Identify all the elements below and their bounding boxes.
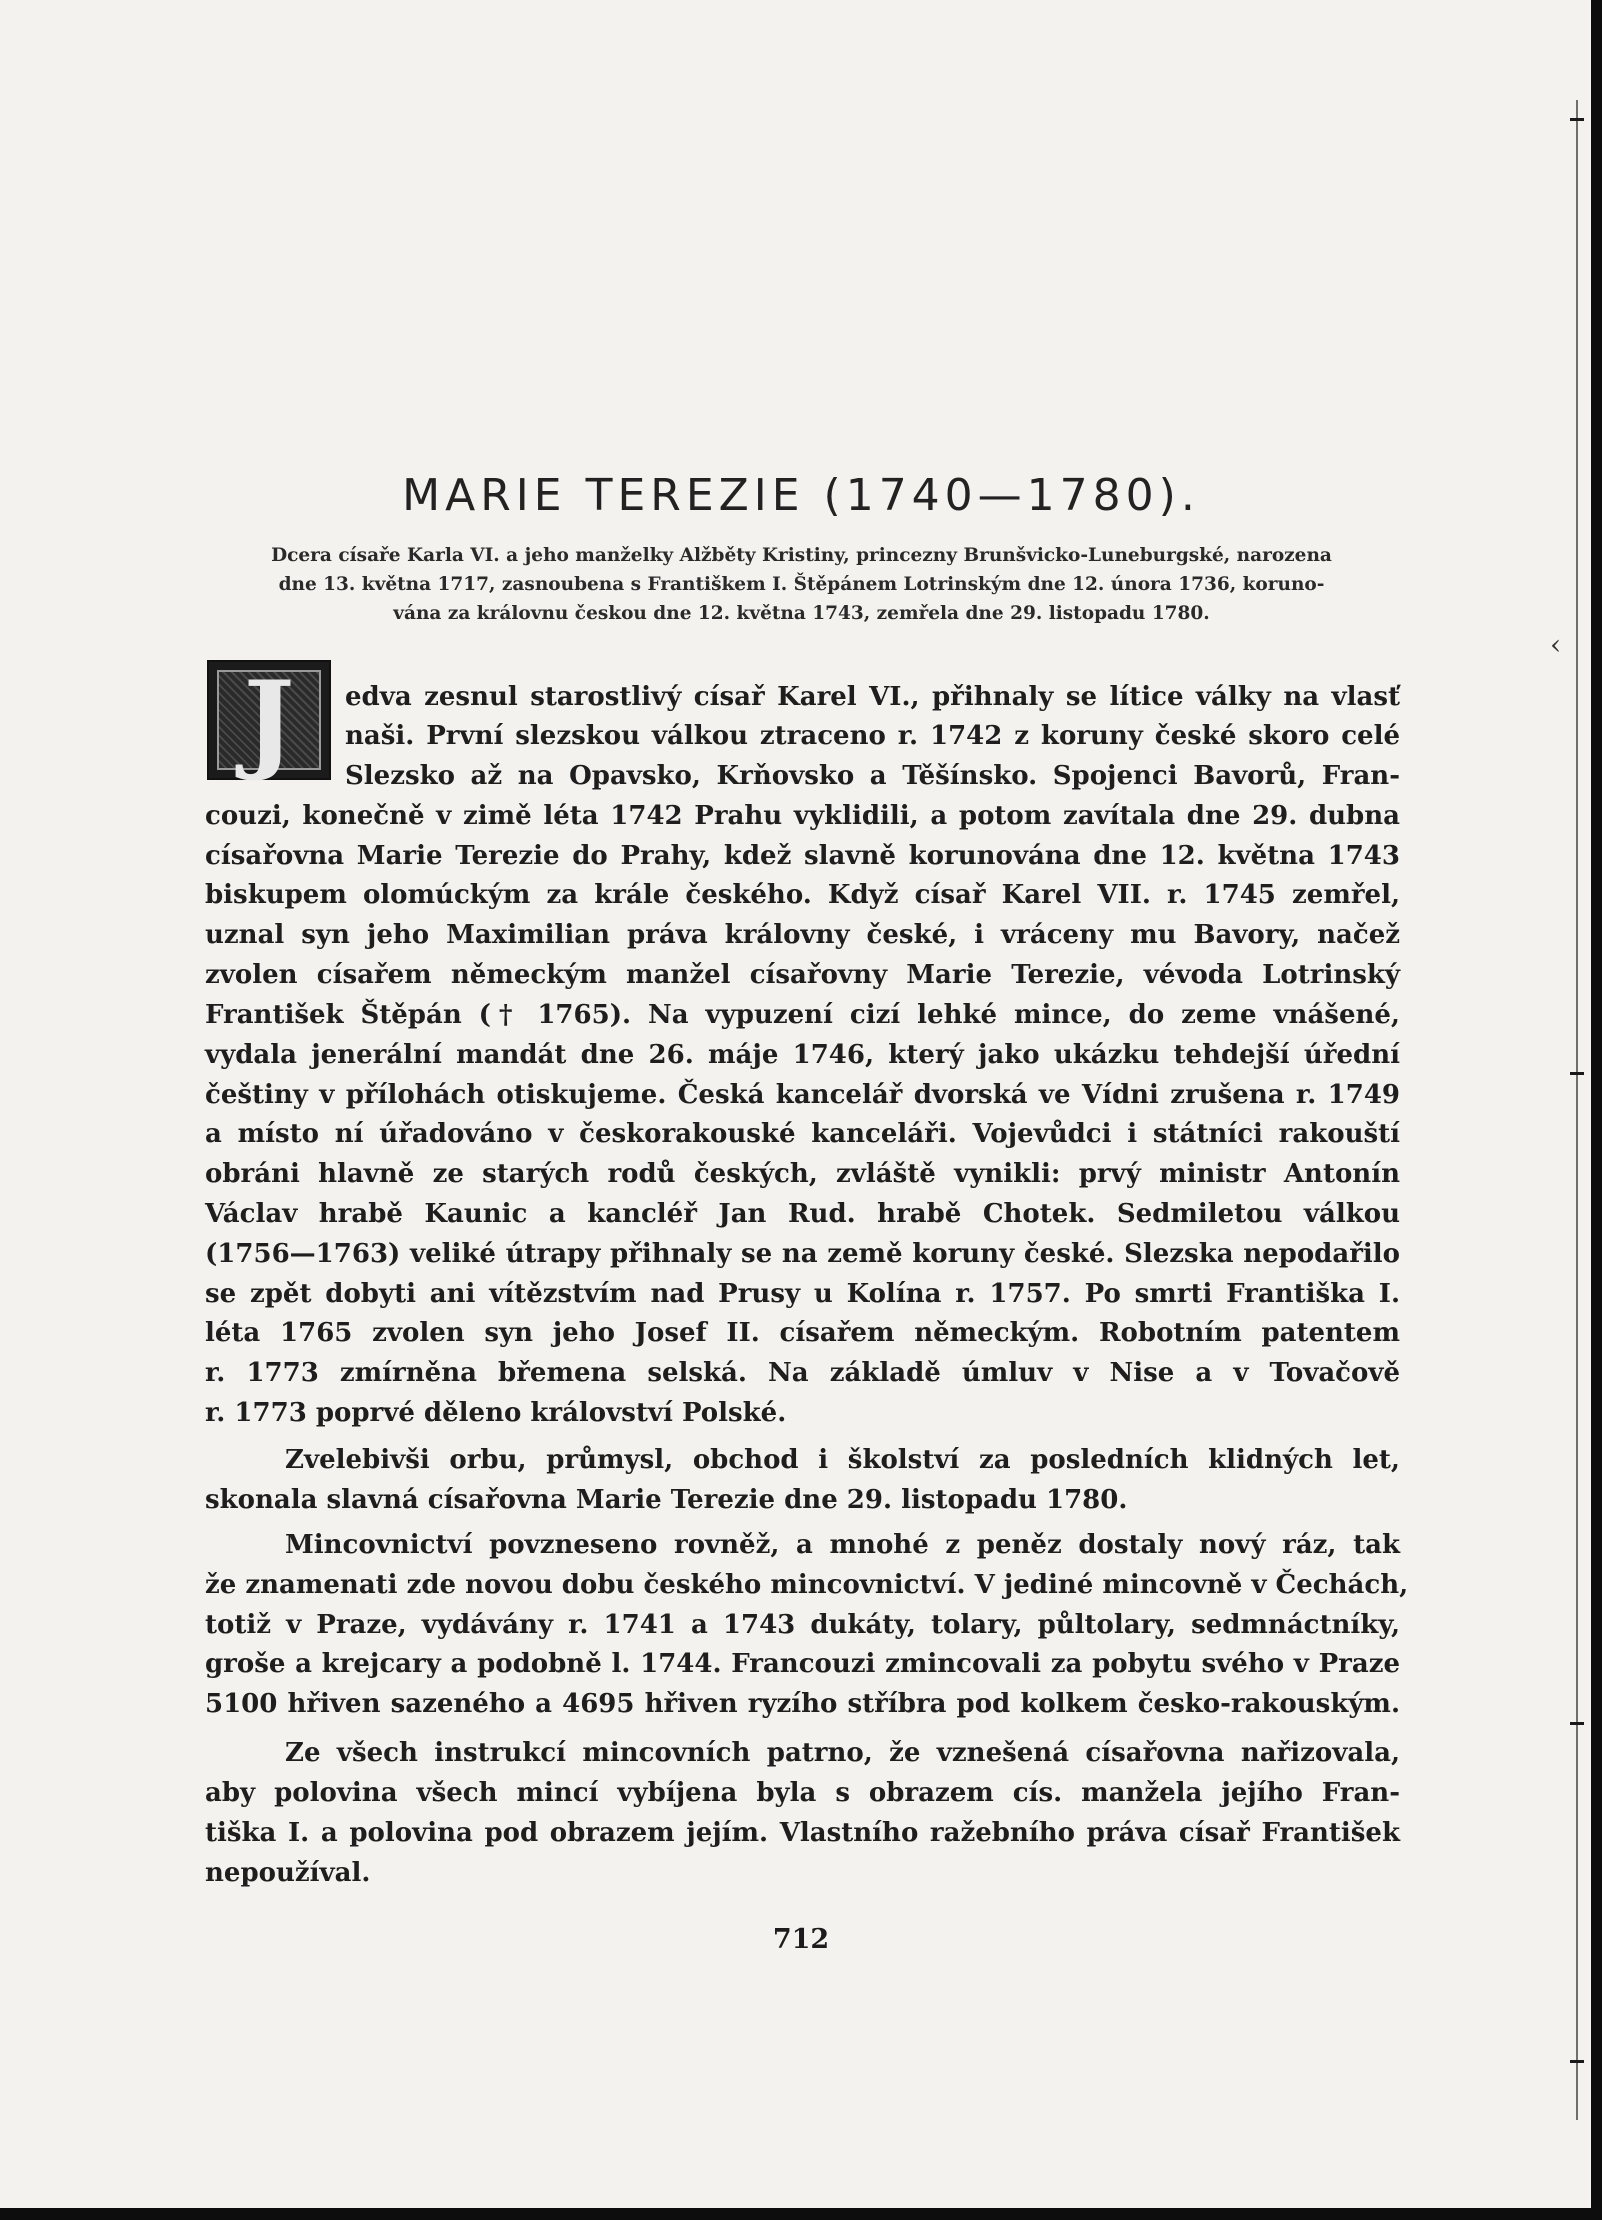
body-line: vydala jenerální mandát dne 26. máje 1746, který jako ukázku tehdejší úřední [205,1040,1400,1070]
body-line: obráni hlavně ze starých rodů českých, zvláště vynikli: prvý ministr Antonín [205,1159,1400,1189]
body-line: zvolen císařem německým manžel císařovny Marie Terezie, vévoda Lotrinský [205,960,1400,990]
ornamental-initial [207,658,331,784]
stray-mark: ‹ [1550,628,1562,661]
body-line: Václav hrabě Kaunic a kancléř Jan Rud. hrabě Chotek. Sedmiletou válkou [205,1199,1400,1229]
scan-border-right [1591,0,1602,2220]
scan-border-bottom [0,2208,1602,2220]
body-line: r. 1773 poprvé děleno království Polské. [205,1398,787,1428]
body-line: couzi, konečně v zimě léta 1742 Prahu vyklidili, a potom zavítala dne 29. dubna [205,801,1400,831]
body-line: aby polovina všech mincí vybíjena byla s obrazem cís. manžela jejího Fran- [205,1778,1400,1808]
body-line: (1756—1763) veliké útrapy přihnaly se na země koruny české. Slezska nepodařilo [205,1239,1400,1269]
body-line: češtiny v přílohách otiskujeme. Česká kancelář dvorská ve Vídni zrušena r. 1749 [205,1080,1400,1110]
edge-mark [1570,118,1584,121]
page-title: MARIE TEREZIE (1740—1780). [402,470,1200,521]
body-line: naši. První slezskou válkou ztraceno r. 1742 z koruny české skoro celé [345,721,1400,751]
body-line: léta 1765 zvolen syn jeho Josef II. císařem německým. Robotním patentem [205,1318,1400,1348]
intro-line: dne 13. května 1717, zasnoubena s Františkem I. Štěpánem Lotrinským dne 12. února 1736, koruno- [278,574,1325,595]
intro-paragraph [203,541,1400,628]
page-edge-line [1576,100,1578,2120]
body-line: Ze všech instrukcí mincovních patrno, že vznešená císařovna nařizovala, [285,1738,1400,1768]
body-line: se zpět dobyti ani vítězstvím nad Prusy u Kolína r. 1757. Po smrti Františka I. [205,1279,1400,1309]
edge-mark [1570,1722,1584,1725]
edge-mark [1570,1072,1584,1075]
body-line: r. 1773 zmírněna břemena selská. Na základě úmluv v Nise a v Tovačově [205,1358,1400,1388]
body-line: Zvelebivši orbu, průmysl, obchod i školství za posledních klidných let, [285,1445,1400,1475]
body-line: edva zesnul starostlivý císař Karel VI., přihnaly se lítice války na vlasť [345,682,1400,712]
body-line: skonala slavná císařovna Marie Terezie dne 29. listopadu 1780. [205,1485,1128,1515]
body-line: totiž v Praze, vydávány r. 1741 a 1743 dukáty, tolary, půltolary, sedmnáctníky, [205,1610,1400,1640]
body-line: 5100 hřiven sazeného a 4695 hřiven ryzího stříbra pod kolkem česko-rakouským. [205,1689,1400,1719]
intro-line: vána za královnu českou dne 12. května 1743, zemřela dne 29. listopadu 1780. [393,603,1210,624]
edge-mark [1570,2060,1584,2063]
body-line: František Štěpán († 1765). Na vypuzení cizí lehké mince, do zeme vnášené, [205,1000,1400,1030]
body-line: nepoužíval. [205,1858,371,1888]
body-line: císařovna Marie Terezie do Prahy, kdež slavně korunována dne 12. května 1743 [205,841,1400,871]
page-number: 712 [772,1924,830,1955]
body-line: uznal syn jeho Maximilian práva královny české, i vráceny mu Bavory, načež [205,920,1400,950]
body-line: groše a krejcary a podobně l. 1744. Francouzi zmincovali za pobytu svého v Praze [205,1649,1400,1679]
body-line: tiška I. a polovina pod obrazem jejím. Vlastního ražebního práva císař František [205,1818,1400,1848]
body-line: a místo ní úřadováno v českorakouské kanceláři. Vojevůdci i státníci rakouští [205,1119,1400,1149]
body-line: Mincovnictví povzneseno rovněž, a mnohé z peněz dostaly nový ráz, tak [285,1530,1400,1560]
body-line: Slezsko až na Opavsko, Krňovsko a Těšínsko. Spojenci Bavorů, Fran- [345,761,1400,791]
body-line: biskupem olomúckým za krále českého. Když císař Karel VII. r. 1745 zemřel, [205,880,1400,910]
initial-letter: J [243,658,295,784]
body-line: že znamenati zde novou dobu českého mincovnictví. V jediné mincovně v Čechách, [205,1570,1409,1600]
intro-line: Dcera císaře Karla VI. a jeho manželky Alžběty Kristiny, princezny Brunšvicko-Luneburgské, narozena [271,545,1332,566]
